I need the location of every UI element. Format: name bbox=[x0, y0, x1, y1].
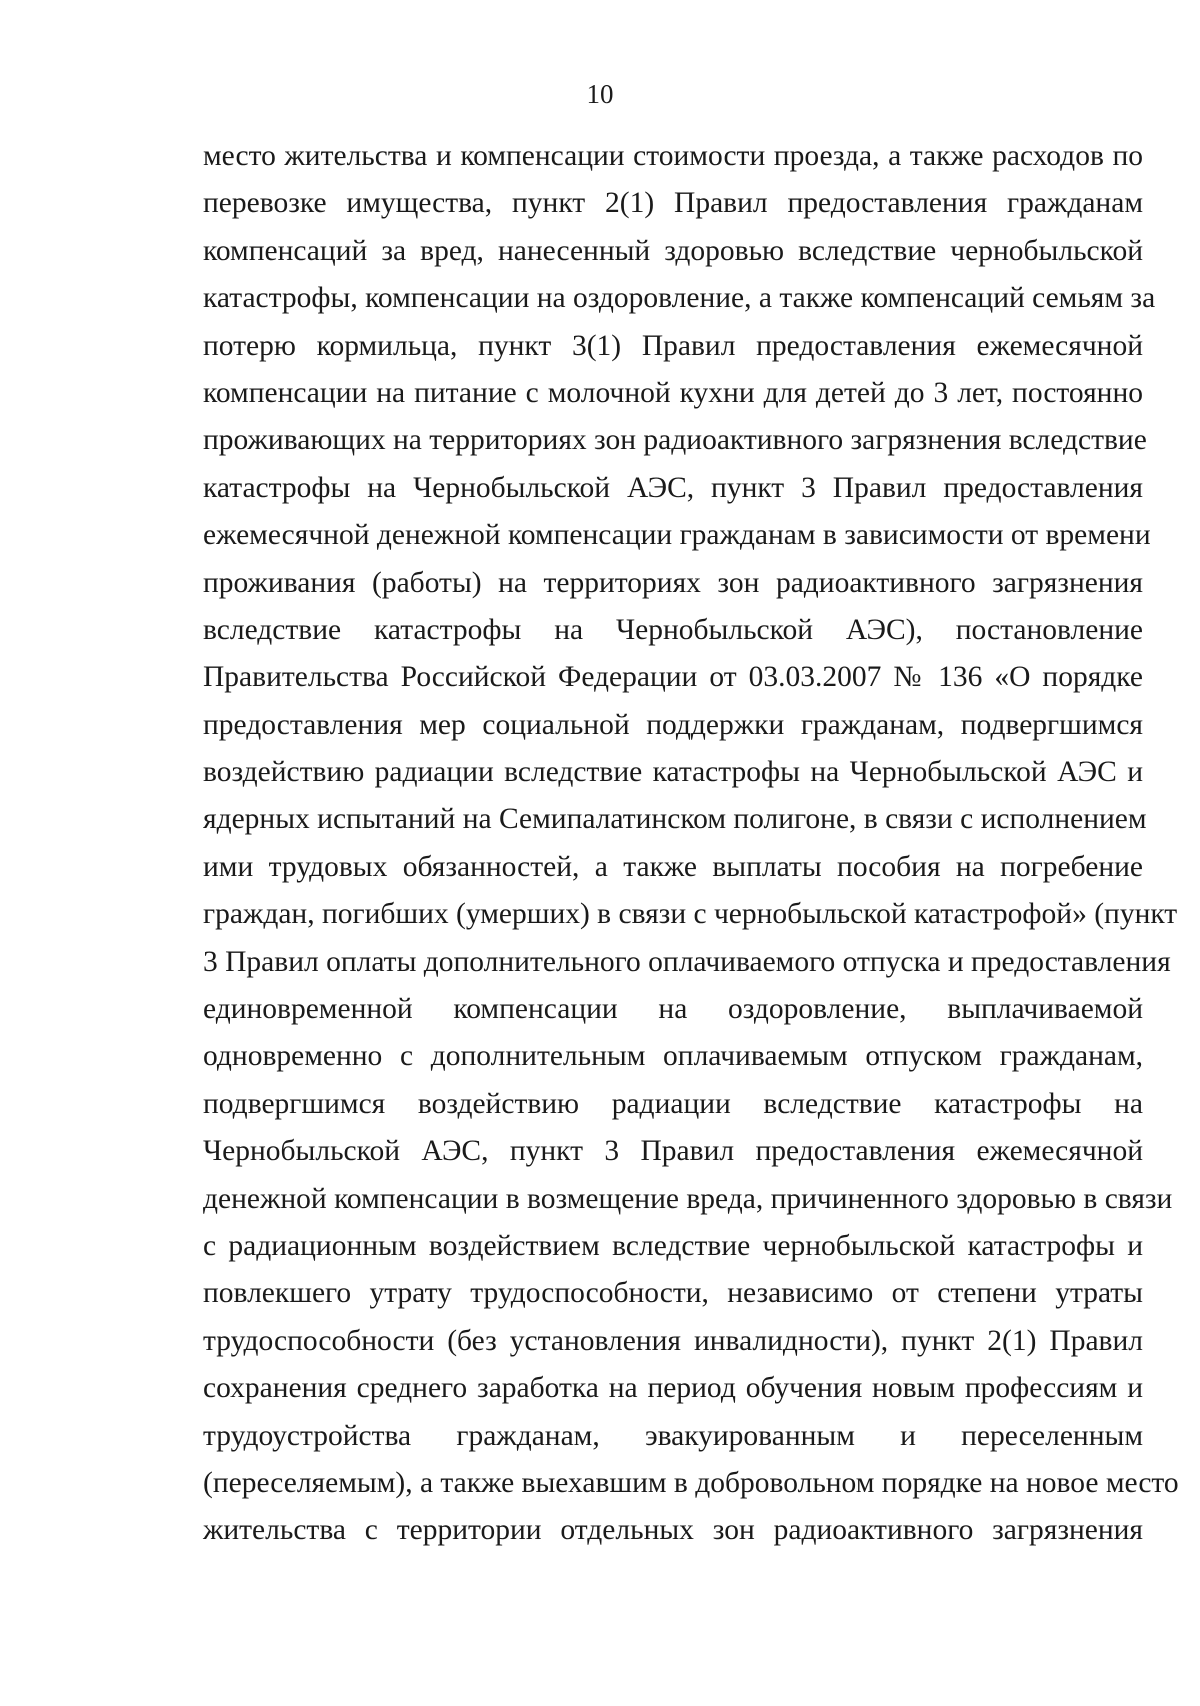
text-line: катастрофы на Чернобыльской АЭС, пункт 3 Правил предоставления bbox=[203, 471, 1143, 504]
text-line: потерю кормильца, пункт 3(1) Правил предоставления ежемесячной bbox=[203, 329, 1143, 362]
text-line: ядерных испытаний на Семипалатинском полигоне, в связи с исполнением bbox=[203, 803, 1147, 836]
text-line: единовременной компенсации на оздоровление, выплачиваемой bbox=[203, 993, 1143, 1026]
text-line: место жительства и компенсации стоимости проезда, а также расходов по bbox=[203, 140, 1143, 172]
text-line: одновременно с дополнительным оплачиваемым отпуском гражданам, bbox=[203, 1040, 1143, 1073]
text-line: с радиационным воздействием вследствие чернобыльской катастрофы и bbox=[203, 1229, 1143, 1262]
text-line: подвергшимся воздействию радиации вследствие катастрофы на bbox=[203, 1087, 1143, 1120]
text-line: катастрофы, компенсации на оздоровление, а также компенсаций семьям за bbox=[203, 282, 1156, 315]
text-line: воздействию радиации вследствие катастрофы на Чернобыльской АЭС и bbox=[203, 756, 1143, 789]
page-number: 10 bbox=[586, 79, 614, 109]
text-line: ежемесячной денежной компенсации гражданам в зависимости от времени bbox=[203, 519, 1151, 552]
text-line: (переселяемым), а также выехавшим в добровольном порядке на новое место bbox=[203, 1466, 1179, 1499]
text-line: перевозке имущества, пункт 2(1) Правил предоставления гражданам bbox=[203, 187, 1143, 220]
text-line: проживающих на территориях зон радиоактивного загрязнения вследствие bbox=[203, 424, 1147, 457]
body-text bbox=[203, 133, 1179, 1555]
text-line: жительства с территории отдельных зон радиоактивного загрязнения bbox=[203, 1514, 1143, 1547]
text-line: компенсаций за вред, нанесенный здоровью вследствие чернобыльской bbox=[203, 234, 1143, 267]
text-line: Правительства Российской Федерации от 03.03.2007 № 136 «О порядке bbox=[203, 661, 1143, 694]
text-line: предоставления мер социальной поддержки гражданам, подвергшимся bbox=[203, 708, 1143, 741]
text-line: повлекшего утрату трудоспособности, независимо от степени утраты bbox=[203, 1277, 1143, 1310]
text-line: трудоспособности (без установления инвалидности), пункт 2(1) Правил bbox=[203, 1324, 1143, 1357]
text-line: ими трудовых обязанностей, а также выплаты пособия на погребение bbox=[203, 850, 1143, 883]
text-line: трудоустройства гражданам, эвакуированным и переселенным bbox=[203, 1419, 1143, 1452]
text-line: 3 Правил оплаты дополнительного оплачиваемого отпуска и предоставления bbox=[203, 945, 1171, 978]
text-line: проживания (работы) на территориях зон радиоактивного загрязнения bbox=[203, 566, 1143, 599]
text-line: сохранения среднего заработка на период обучения новым профессиям и bbox=[203, 1372, 1143, 1405]
text-line: вследствие катастрофы на Чернобыльской АЭС), постановление bbox=[203, 613, 1143, 646]
text-line: Чернобыльской АЭС, пункт 3 Правил предоставления ежемесячной bbox=[203, 1135, 1143, 1168]
text-line: компенсации на питание с молочной кухни для детей до 3 лет, постоянно bbox=[203, 376, 1143, 409]
text-line: граждан, погибших (умерших) в связи с чернобыльской катастрофой» (пункт bbox=[203, 898, 1178, 931]
text-line: денежной компенсации в возмещение вреда, причиненного здоровью в связи bbox=[203, 1182, 1173, 1215]
